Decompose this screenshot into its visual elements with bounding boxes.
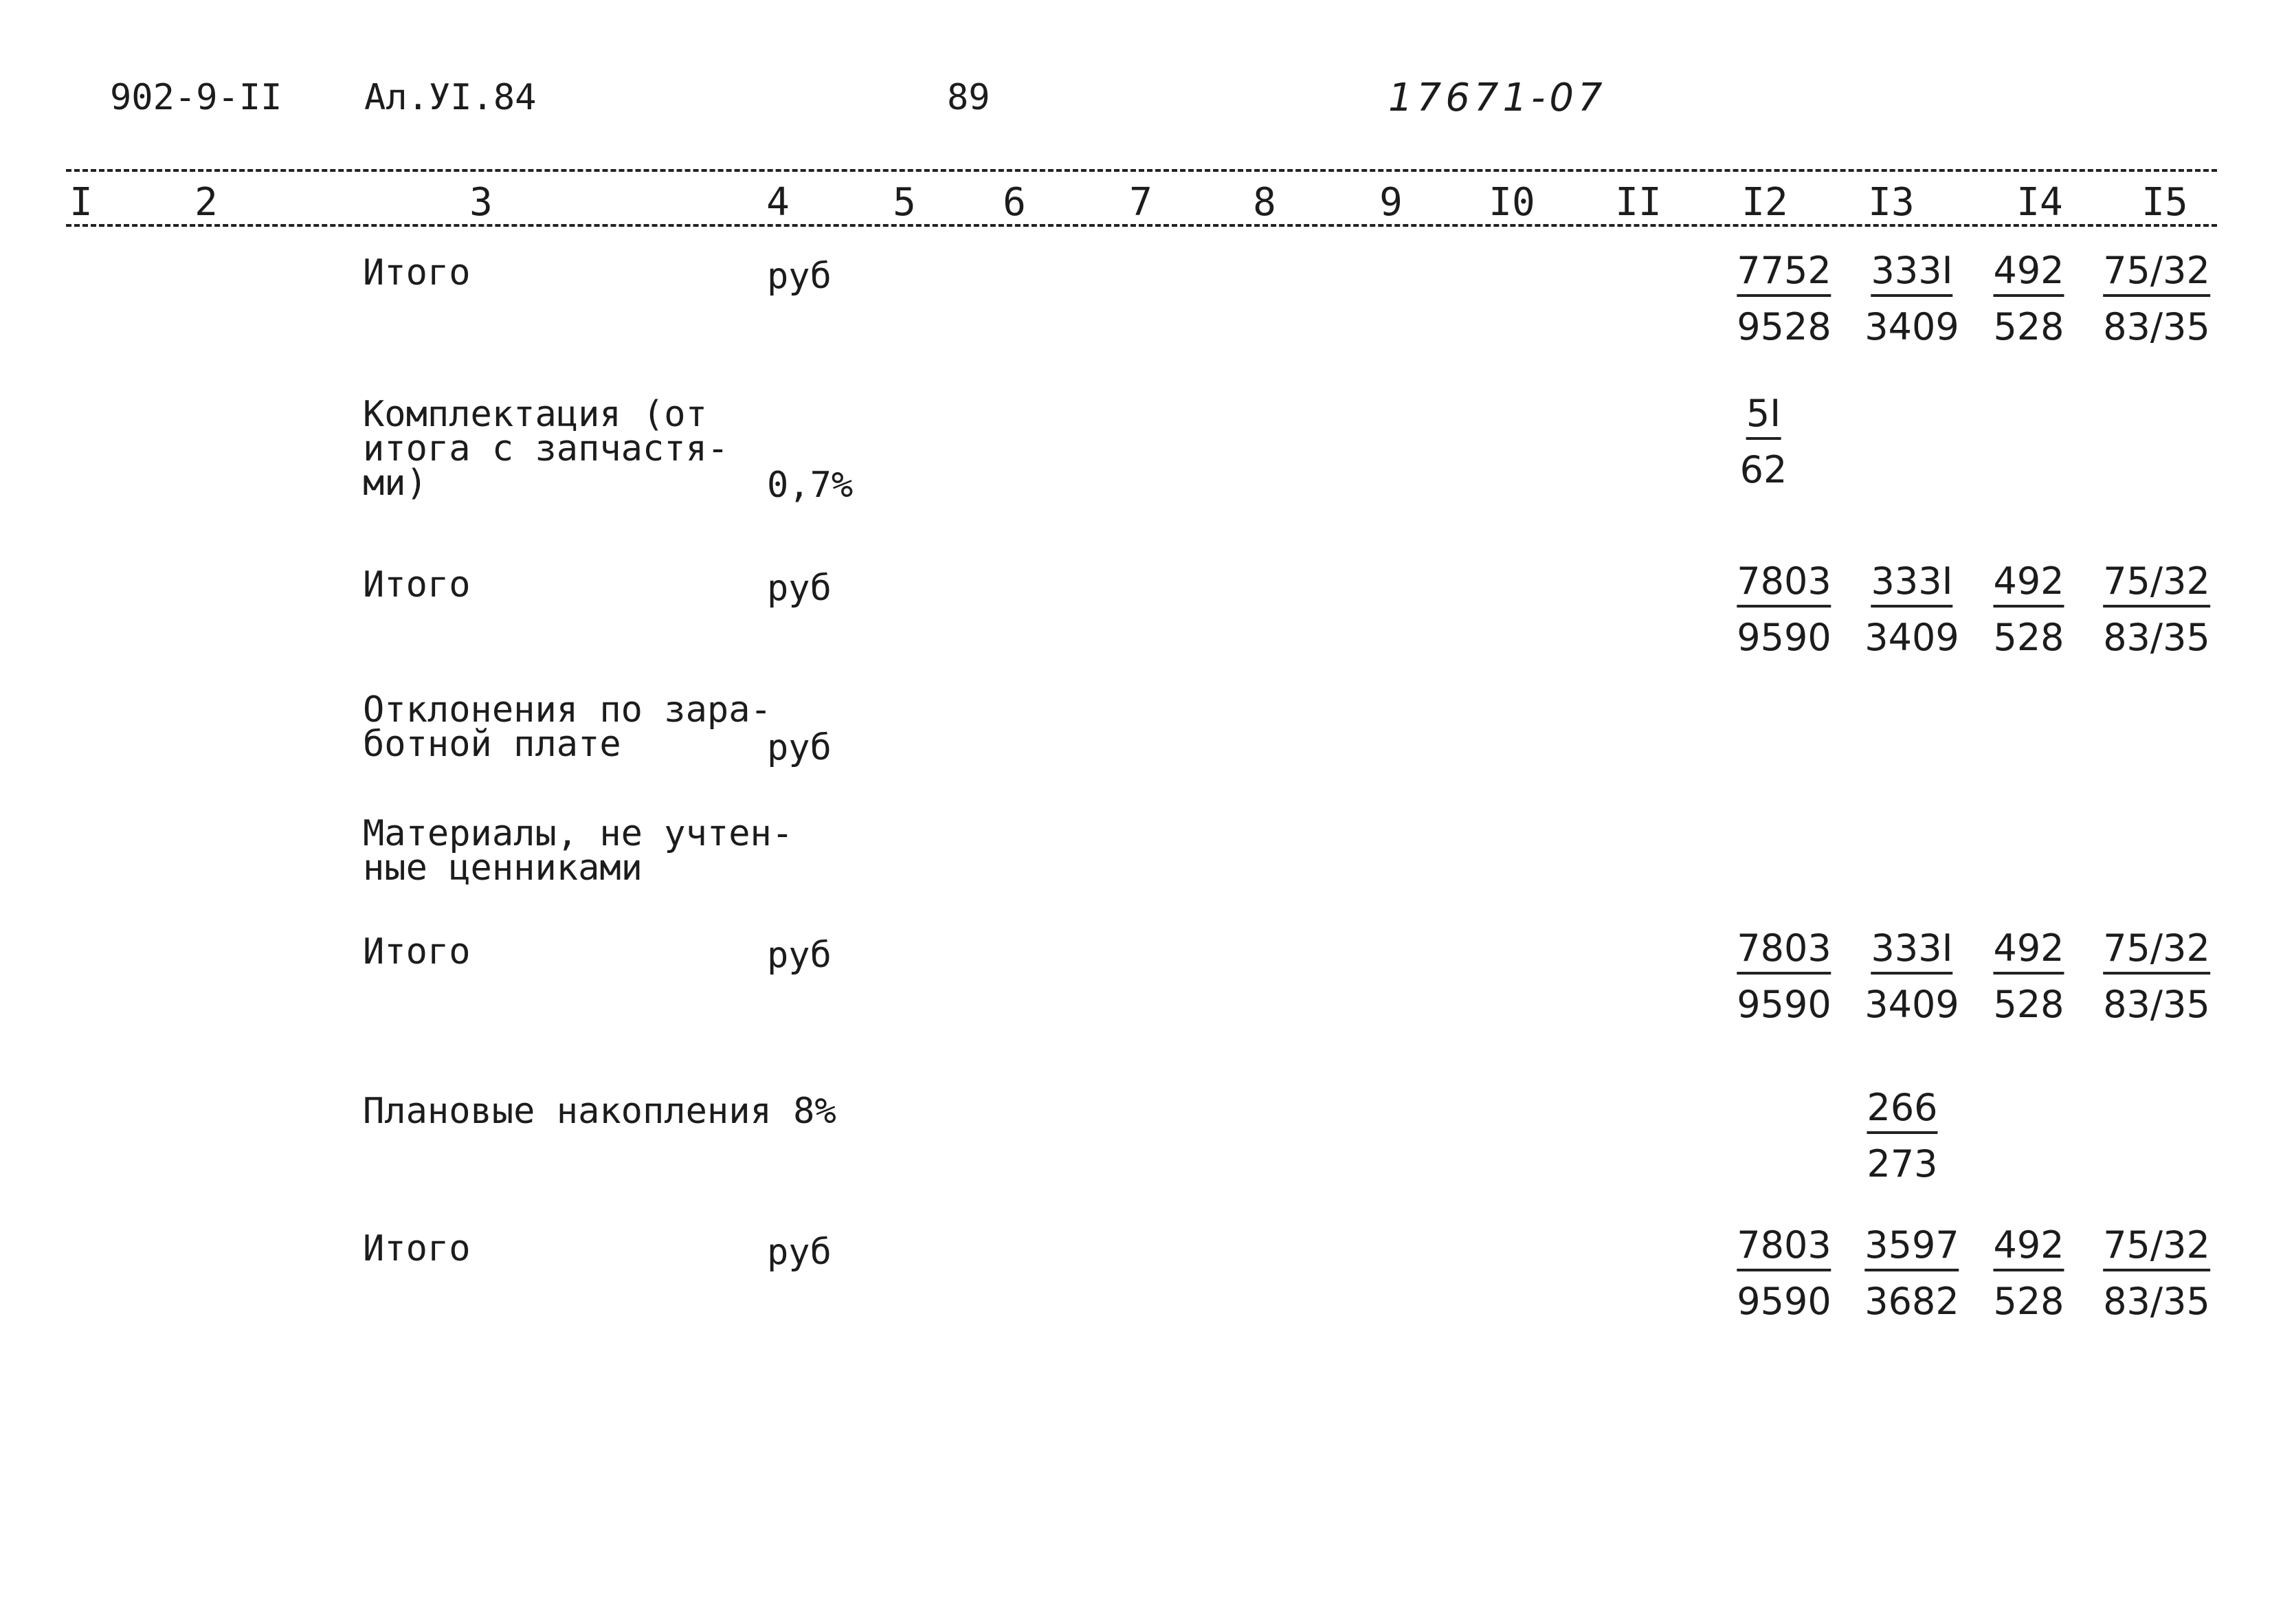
album-reference: Ал.УI.84	[364, 77, 537, 118]
column-number-9: 9	[1379, 180, 1403, 225]
col14-fraction: 492 528	[1993, 926, 2064, 1026]
column-header-top-rule	[66, 169, 2217, 172]
row-unit: 0,7%	[767, 465, 854, 506]
column-number-10: I0	[1489, 180, 1535, 225]
column-number-6: 6	[1003, 180, 1026, 225]
col15-fraction: 75/32 83/35	[2103, 1223, 2210, 1323]
row-unit: руб	[767, 1232, 832, 1273]
page-number: 89	[947, 77, 990, 118]
col15-fraction: 75/32 83/35	[2103, 559, 2210, 659]
column-number-1: I	[69, 180, 93, 225]
row-label: Плановые накопления 8%	[363, 1091, 836, 1132]
col13-fraction: 266 273	[1867, 1086, 1938, 1186]
col13-fraction: 3597 3682	[1864, 1223, 1959, 1323]
row-label: Итого	[363, 564, 471, 605]
col15-fraction: 75/32 83/35	[2103, 926, 2210, 1026]
col12-fraction: 7803 9590	[1737, 926, 1831, 1026]
row-label: Отклонения по зара- ботной плате	[363, 689, 772, 765]
col13-fraction: 333I 3409	[1864, 249, 1959, 348]
col12-fraction: 5I 62	[1739, 392, 1787, 491]
col13-fraction: 333I 3409	[1864, 926, 1959, 1026]
row-unit: руб	[767, 935, 832, 976]
column-number-8: 8	[1253, 180, 1276, 225]
col14-fraction: 492 528	[1993, 559, 2064, 659]
column-number-5: 5	[893, 180, 916, 225]
col15-fraction: 75/32 83/35	[2103, 249, 2210, 348]
handwritten-stamp: 17671-07	[1388, 76, 1607, 120]
col12-fraction: 7803 9590	[1737, 559, 1831, 659]
column-number-3: 3	[469, 180, 493, 225]
column-number-12: I2	[1741, 180, 1788, 225]
row-label: Итого	[363, 931, 471, 972]
column-number-2: 2	[194, 180, 218, 225]
column-number-4: 4	[766, 180, 790, 225]
row-label: Материалы, не учтен- ные ценниками	[363, 813, 794, 889]
column-number-13: I3	[1868, 180, 1915, 225]
col12-fraction: 7803 9590	[1737, 1223, 1831, 1323]
row-unit: руб	[767, 568, 832, 609]
column-number-14: I4	[2016, 180, 2063, 225]
col14-fraction: 492 528	[1993, 249, 2064, 348]
row-label: Итого	[363, 252, 471, 293]
row-unit: руб	[767, 256, 832, 297]
column-number-7: 7	[1129, 180, 1152, 225]
col13-fraction: 333I 3409	[1864, 559, 1959, 659]
row-label: Комплектация (от итога с запчастя- ми)	[363, 394, 729, 504]
document-code: 902-9-II	[110, 77, 282, 118]
column-number-15: I5	[2141, 180, 2188, 225]
col14-fraction: 492 528	[1993, 1223, 2064, 1323]
column-header-bottom-rule	[66, 224, 2217, 227]
col12-fraction: 7752 9528	[1737, 249, 1831, 348]
row-label: Итого	[363, 1228, 471, 1269]
column-number-11: II	[1615, 180, 1662, 225]
row-unit: руб	[767, 727, 832, 768]
